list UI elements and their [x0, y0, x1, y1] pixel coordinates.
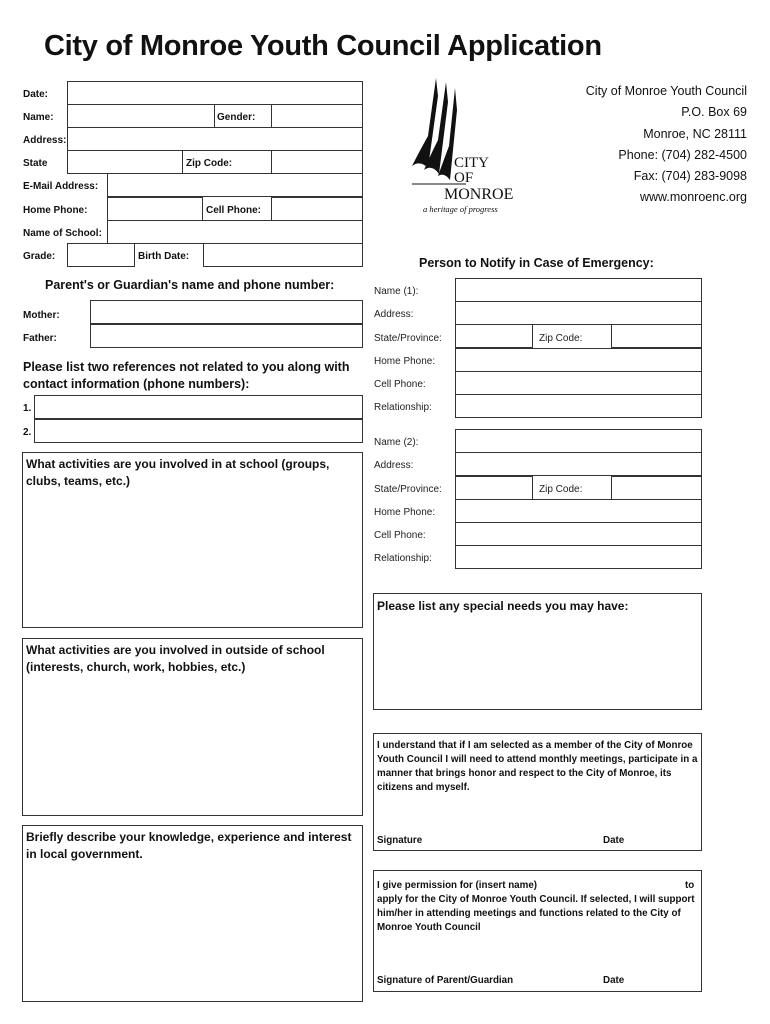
agreement-text: I understand that if I am selected as a member of the City of Monroe Youth Council I will need to attend monthly meetings, participate in a manner that brings honor and respect to the City of Monroe, its citizens and myself. — [377, 740, 698, 793]
emergency-2-home-phone-field[interactable] — [455, 499, 702, 523]
permission-text-start: I give permission for (insert name) — [377, 880, 538, 891]
emergency-2-cell-phone-field[interactable] — [455, 522, 702, 546]
agreement-box — [373, 733, 702, 851]
reference-2-label: 2. — [23, 427, 32, 438]
emergency-2-relationship-label: Relationship: — [374, 553, 432, 564]
emergency-2-address-label: Address: — [374, 460, 414, 471]
org-address — [586, 81, 747, 209]
org-name: City of Monroe Youth Council — [585, 84, 747, 98]
reference-1-label: 1. — [23, 403, 32, 414]
logo-monroe: MONROE — [444, 186, 514, 203]
special-needs-box[interactable] — [373, 593, 702, 710]
permission-date-label: Date — [603, 975, 625, 986]
emergency-1-state-field[interactable] — [455, 324, 533, 348]
emergency-1-zip-field[interactable] — [611, 324, 702, 348]
grade-label: Grade: — [23, 251, 56, 262]
emergency-2-address-field[interactable] — [455, 452, 702, 476]
permission-text-rest: apply for the City of Monroe Youth Council. If selected, I will support him/her in attending meetings and functions related to the City of Monroe Youth Council — [377, 894, 695, 933]
outside-activities-question: What activities are you involved in outside of school (interests, church, work, hobbies, etc.) — [26, 643, 325, 674]
emergency-1-address-field[interactable] — [455, 301, 702, 325]
city-logo — [408, 76, 533, 216]
grade-field[interactable] — [67, 243, 135, 267]
org-po-box: P.O. Box 69 — [681, 105, 747, 120]
page-title: City of Monroe Youth Council Application — [44, 30, 602, 62]
org-city-state: Monroe, NC 28111 — [643, 126, 747, 141]
school-activities-question: What activities are you involved in at school (groups, clubs, teams, etc.) — [26, 457, 330, 488]
org-phone: Phone: (704) 282-4500 — [618, 147, 747, 162]
special-needs-question: Please list any special needs you may have: — [377, 599, 629, 613]
email-label: E-Mail Address: — [23, 181, 99, 192]
emergency-2-state-label: State/Province: — [374, 484, 442, 495]
permission-box — [373, 870, 702, 992]
emergency-1-relationship-field[interactable] — [455, 394, 702, 418]
logo-city: CITY — [454, 155, 489, 171]
cell-phone-label: Cell Phone: — [206, 205, 262, 216]
cell-phone-field[interactable] — [271, 197, 363, 221]
emergency-2-zip-field[interactable] — [611, 476, 702, 500]
org-website: www.monroenc.org — [640, 190, 747, 205]
outside-activities-box[interactable] — [22, 638, 363, 816]
zip-label: Zip Code: — [186, 158, 233, 169]
school-label: Name of School: — [23, 228, 102, 239]
local-government-question: Briefly describe your knowledge, experience and interest in local government. — [26, 830, 352, 861]
state-field[interactable] — [67, 150, 183, 174]
emergency-1-cell-phone-label: Cell Phone: — [374, 379, 426, 390]
org-fax: Fax: (704) 283-9098 — [633, 169, 747, 184]
mother-field[interactable] — [90, 300, 363, 324]
references-heading: Please list two references not related to you along with contact information (phone numbers): — [23, 360, 350, 391]
emergency-2-home-phone-label: Home Phone: — [374, 507, 436, 518]
emergency-1-cell-phone-field[interactable] — [455, 371, 702, 395]
zip-field[interactable] — [271, 150, 363, 174]
reference-1-field[interactable] — [34, 395, 363, 419]
school-field[interactable] — [107, 220, 363, 244]
father-field[interactable] — [90, 324, 363, 348]
local-government-box[interactable] — [22, 825, 363, 1002]
address-label: Address: — [23, 135, 67, 146]
mother-label: Mother: — [23, 310, 60, 321]
emergency-heading: Person to Notify in Case of Emergency: — [419, 256, 654, 270]
emergency-1-zip-label: Zip Code: — [539, 333, 583, 344]
agreement-signature-label: Signature — [377, 835, 423, 846]
email-field[interactable] — [107, 173, 363, 197]
emergency-1-relationship-label: Relationship: — [374, 402, 432, 413]
date-field[interactable] — [67, 81, 363, 105]
permission-text-to: to — [685, 880, 695, 891]
reference-2-field[interactable] — [34, 419, 363, 443]
emergency-1-address-label: Address: — [374, 309, 414, 320]
school-activities-box[interactable] — [22, 452, 363, 628]
date-label: Date: — [23, 89, 49, 100]
gender-label: Gender: — [217, 112, 256, 123]
emergency-1-home-phone-label: Home Phone: — [374, 356, 436, 367]
father-label: Father: — [23, 333, 57, 344]
home-phone-field[interactable] — [107, 197, 203, 221]
emergency-1-home-phone-field[interactable] — [455, 348, 702, 372]
gender-field[interactable] — [271, 104, 363, 128]
birth-date-label: Birth Date: — [138, 251, 190, 262]
guardian-heading: Parent's or Guardian's name and phone number: — [45, 278, 335, 292]
emergency-2-name-label: Name (2): — [374, 437, 419, 448]
emergency-1-state-label: State/Province: — [374, 333, 442, 344]
state-label: State — [23, 158, 48, 169]
emergency-2-relationship-field[interactable] — [455, 545, 702, 569]
agreement-date-label: Date — [603, 835, 625, 846]
birth-date-field[interactable] — [203, 243, 363, 267]
emergency-2-cell-phone-label: Cell Phone: — [374, 530, 426, 541]
emergency-2-zip-label: Zip Code: — [539, 484, 583, 495]
home-phone-label: Home Phone: — [23, 205, 88, 216]
logo-tagline: a heritage of progress — [423, 204, 498, 214]
emergency-1-name-label: Name (1): — [374, 286, 419, 297]
emergency-2-state-field[interactable] — [455, 476, 533, 500]
emergency-2-name-field[interactable] — [455, 429, 702, 453]
name-label: Name: — [23, 112, 54, 123]
emergency-1-name-field[interactable] — [455, 278, 702, 302]
logo-of: OF — [454, 170, 474, 186]
name-field[interactable] — [67, 104, 215, 128]
address-field[interactable] — [67, 127, 363, 151]
permission-signature-label: Signature of Parent/Guardian — [377, 975, 514, 986]
